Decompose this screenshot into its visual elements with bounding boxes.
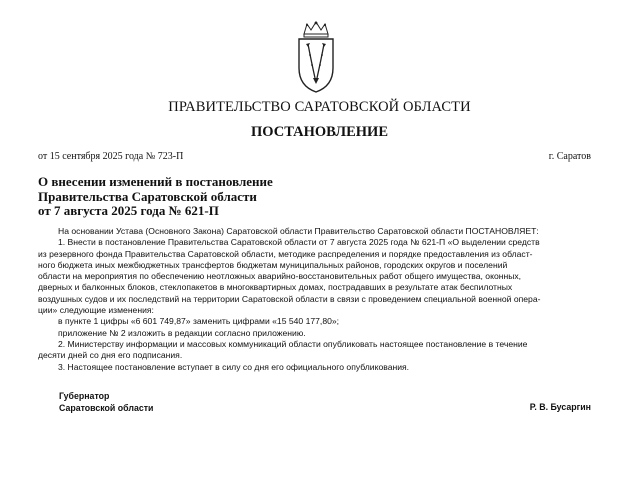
government-title: ПРАВИТЕЛЬСТВО САРАТОВСКОЙ ОБЛАСТИ xyxy=(168,99,471,115)
body-line: в пункте 1 цифры «6 601 749,87» заменить цифрами «15 540 177,80»; xyxy=(58,316,340,327)
document-body xyxy=(38,226,591,373)
body-line: из резервного фонда Правительства Саратовской области, методике распределения и порядке предоставления из област- xyxy=(38,248,533,259)
signature-position-line: Саратовской области xyxy=(59,403,154,413)
body-line: 3. Настоящее постановление вступает в силу со дня его официального опубликования. xyxy=(58,361,410,372)
body-line: 1. Внести в постановление Правительства Саратовской области от 7 августа 2025 года № 621-П «О выделении средств xyxy=(58,237,540,248)
body-line: ции» следующие изменения: xyxy=(38,305,154,316)
body-line: 2. Министерству информации и массовых коммуникаций области опубликовать настоящее постановление в течение xyxy=(58,338,528,349)
body-line: ного бюджета иных межбюджетных трансфертов бюджетам муниципальных районов, городских округов и поселений xyxy=(38,259,508,270)
signature-position xyxy=(59,390,153,414)
body-line: На основании Устава (Основного Закона) Саратовской области Правительство Саратовской области ПОСТАНОВЛЯЕТ: xyxy=(58,226,539,236)
signature-position-line: Губернатор xyxy=(59,391,110,401)
subject-line: от 7 августа 2025 года № 621-П xyxy=(38,203,219,218)
body-line: десяти дней со дня его подписания. xyxy=(38,350,183,361)
body-line: области на мероприятия по обеспечению неотложных аварийно-восстановительных работ общего имущества, оконных, xyxy=(38,271,522,282)
document-subject xyxy=(38,175,273,219)
document-type: ПОСТАНОВЛЕНИЕ xyxy=(250,124,388,140)
signer-name: Р. В. Бусаргин xyxy=(529,402,591,412)
body-line: воздушных судов и их последствий на территории Саратовской области в связи с проведением специальной военной опера- xyxy=(38,293,541,304)
body-line: дверных и балконных блоков, стеклопакетов в многоквартирных домах, пострадавших в результате атак беспилотных xyxy=(38,282,513,293)
date-and-number: от 15 сентября 2025 года № 723-П xyxy=(38,151,184,162)
body-line: приложение № 2 изложить в редакции согласно приложению. xyxy=(58,327,306,338)
saratov-coat-of-arms-icon xyxy=(294,20,338,94)
city: г. Саратов xyxy=(548,151,591,162)
subject-line: Правительства Саратовской области xyxy=(38,188,257,204)
subject-line: О внесении изменений в постановление xyxy=(38,174,273,189)
